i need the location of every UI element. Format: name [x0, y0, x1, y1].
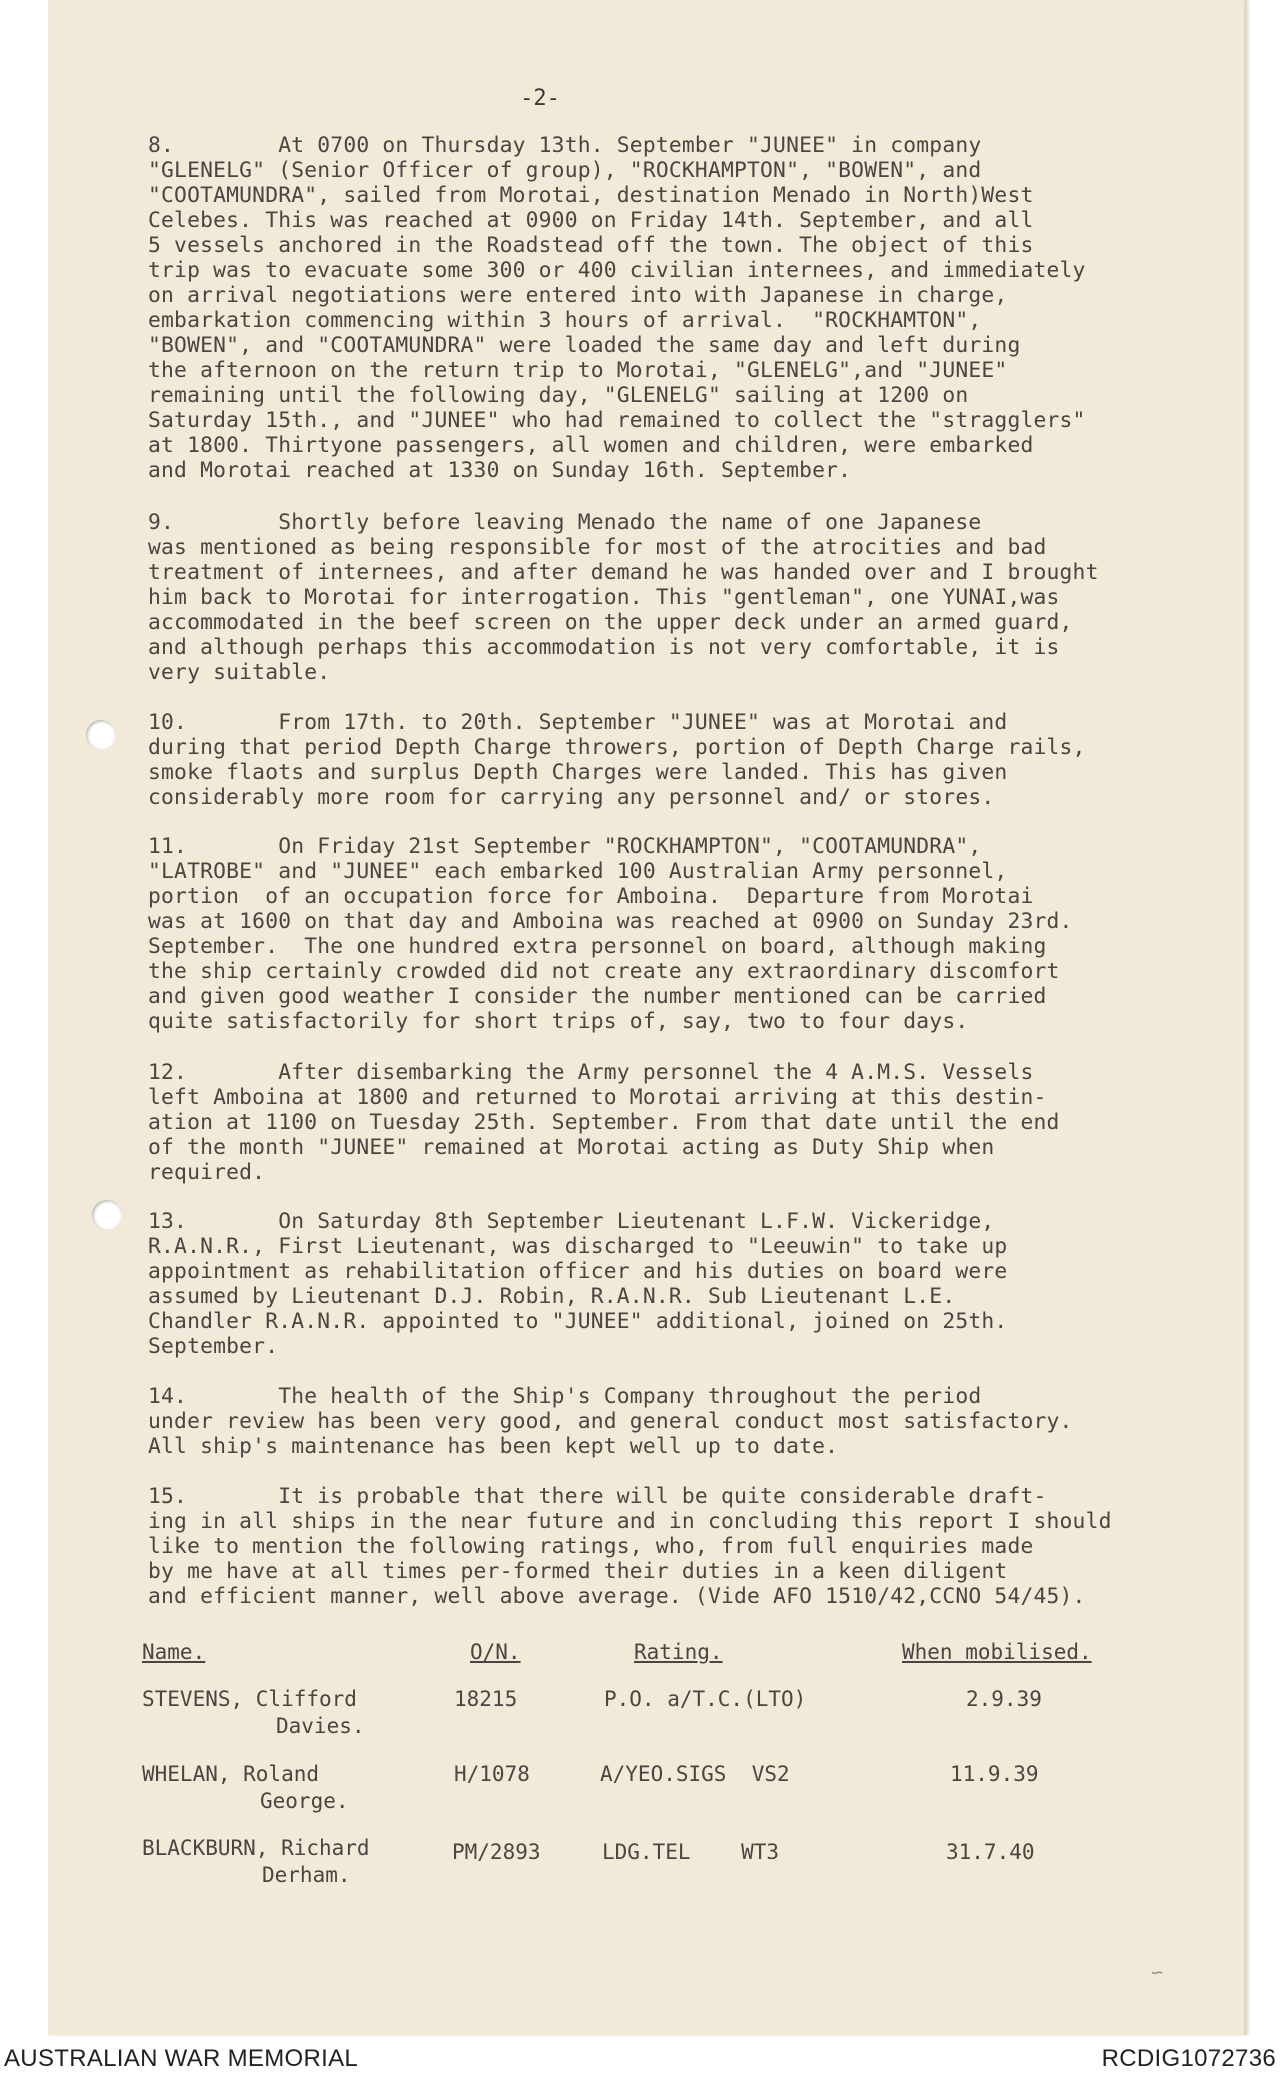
- paragraph-9: 9. Shortly before leaving Menado the name of one Japanese was mentioned as being responsible for most of the atrocities and bad treatment of internees, and after demand he was handed over and I brought him back to Morotai for interrogation. This "gentleman", one YUNAI,was accommodated in the beef screen on the upper deck under an armed guard, and although perhaps this accommodation is not very comfortable, it is very suitable.: [148, 510, 1099, 685]
- paragraph-11: 11. On Friday 21st September "ROCKHAMPTON", "COOTAMUNDRA", "LATROBE" and "JUNEE" each embarked 100 Australian Army personnel, portion of an occupation force for Amboina. Departure from Morotai was at 1600 on that day and Amboina was reached at 0900 on Sunday 23rd. September. The one hundred extra personnel on board, although making the ship certainly crowded did not create any extraordinary discomfort and given good weather I consider the number mentioned can be carried quite satisfactorily for short trips of, say, two to four days.: [148, 834, 1073, 1034]
- paragraph-8: 8. At 0700 on Thursday 13th. September "JUNEE" in company "GLENELG" (Senior Officer of group), "ROCKHAMPTON", "BOWEN", and "COOTAMUNDRA", sailed from Morotai, destination Menado in North)West Celebes. This was reached at 0900 on Friday 14th. September, and all 5 vessels anchored in the Roadstead off the town. The object of this trip was to evacuate some 300 or 400 civilian internees, and immediately on arrival negotiations were entered into with Japanese in charge, embarkation commencing within 3 hours of arrival. "ROCKHAMTON", "BOWEN", and "COOTAMUNDRA" were loaded the same day and left during the afternoon on the return trip to Morotai, "GLENELG",and "JUNEE" remaining until the following day, "GLENELG" sailing at 1200 on Saturday 15th., and "JUNEE" who had remained to collect the "stragglers" at 1800. Thirtyone passengers, all women and children, were embarked and Morotai reached at 1330 on Sunday 16th. September.: [148, 133, 1086, 483]
- official-number: 18215: [454, 1687, 518, 1711]
- official-number: PM/2893: [452, 1840, 541, 1864]
- rating-name: STEVENS, Clifford: [142, 1687, 357, 1711]
- mobilised-date: 2.9.39: [966, 1687, 1042, 1711]
- table-header-name: Name.: [142, 1640, 206, 1664]
- official-number: H/1078: [454, 1762, 530, 1786]
- mobilised-date: 31.7.40: [946, 1840, 1035, 1864]
- rating-name-continued: Davies.: [276, 1714, 365, 1738]
- table-header-mobilised: When mobilised.: [902, 1640, 1092, 1664]
- mobilised-date: 11.9.39: [950, 1762, 1039, 1786]
- ink-mark: ∽: [1151, 1960, 1164, 1984]
- punch-hole: [86, 720, 116, 750]
- table-header-on: O/N.: [470, 1640, 521, 1664]
- punch-hole: [92, 1200, 122, 1230]
- rating-name-continued: Derham.: [262, 1863, 351, 1887]
- rating-grade: LDG.TEL WT3: [602, 1840, 780, 1864]
- page-number: -2-: [520, 86, 560, 111]
- rating-grade: P.O. a/T.C.(LTO): [604, 1687, 807, 1711]
- footer-record-id: RCDIG1072736: [1101, 2045, 1276, 2072]
- footer-institution: AUSTRALIAN WAR MEMORIAL: [4, 2045, 359, 2072]
- table-header-rating: Rating.: [634, 1640, 723, 1664]
- paragraph-10: 10. From 17th. to 20th. September "JUNEE" was at Morotai and during that period Depth Charge throwers, portion of Depth Charge rails, smoke flaots and surplus Depth Charges were landed. This has given considerably more room for carrying any personnel and/ or stores.: [148, 710, 1086, 810]
- paragraph-13: 13. On Saturday 8th September Lieutenant L.F.W. Vickeridge, R.A.N.R., First Lieutenant, was discharged to "Leeuwin" to take up appointment as rehabilitation officer and his duties on board were assumed by Lieutenant D.J. Robin, R.A.N.R. Sub Lieutenant L.E. Chandler R.A.N.R. appointed to "JUNEE" additional, joined on 25th. September.: [148, 1209, 1008, 1359]
- rating-name-continued: George.: [260, 1789, 349, 1813]
- paragraph-15: 15. It is probable that there will be quite considerable draft- ing in all ships in the near future and in concluding this report I should like to mention the following ratings, who, from full enquiries made by me have at all times per-formed their duties in a keen diligent and efficient manner, well above average. (Vide AFO 1510/42,CCNO 54/45).: [148, 1484, 1112, 1609]
- rating-name: WHELAN, Roland: [142, 1762, 320, 1786]
- rating-name: BLACKBURN, Richard: [142, 1836, 370, 1860]
- paragraph-14: 14. The health of the Ship's Company throughout the period under review has been very good, and general conduct most satisfactory. All ship's maintenance has been kept well up to date.: [148, 1384, 1073, 1459]
- rating-grade: A/YEO.SIGS VS2: [600, 1762, 790, 1786]
- paragraph-12: 12. After disembarking the Army personnel the 4 A.M.S. Vessels left Amboina at 1800 and returned to Morotai arriving at this destin- ation at 1100 on Tuesday 25th. September. From that date until the end of the month "JUNEE" remained at Morotai acting as Duty Ship when required.: [148, 1060, 1060, 1185]
